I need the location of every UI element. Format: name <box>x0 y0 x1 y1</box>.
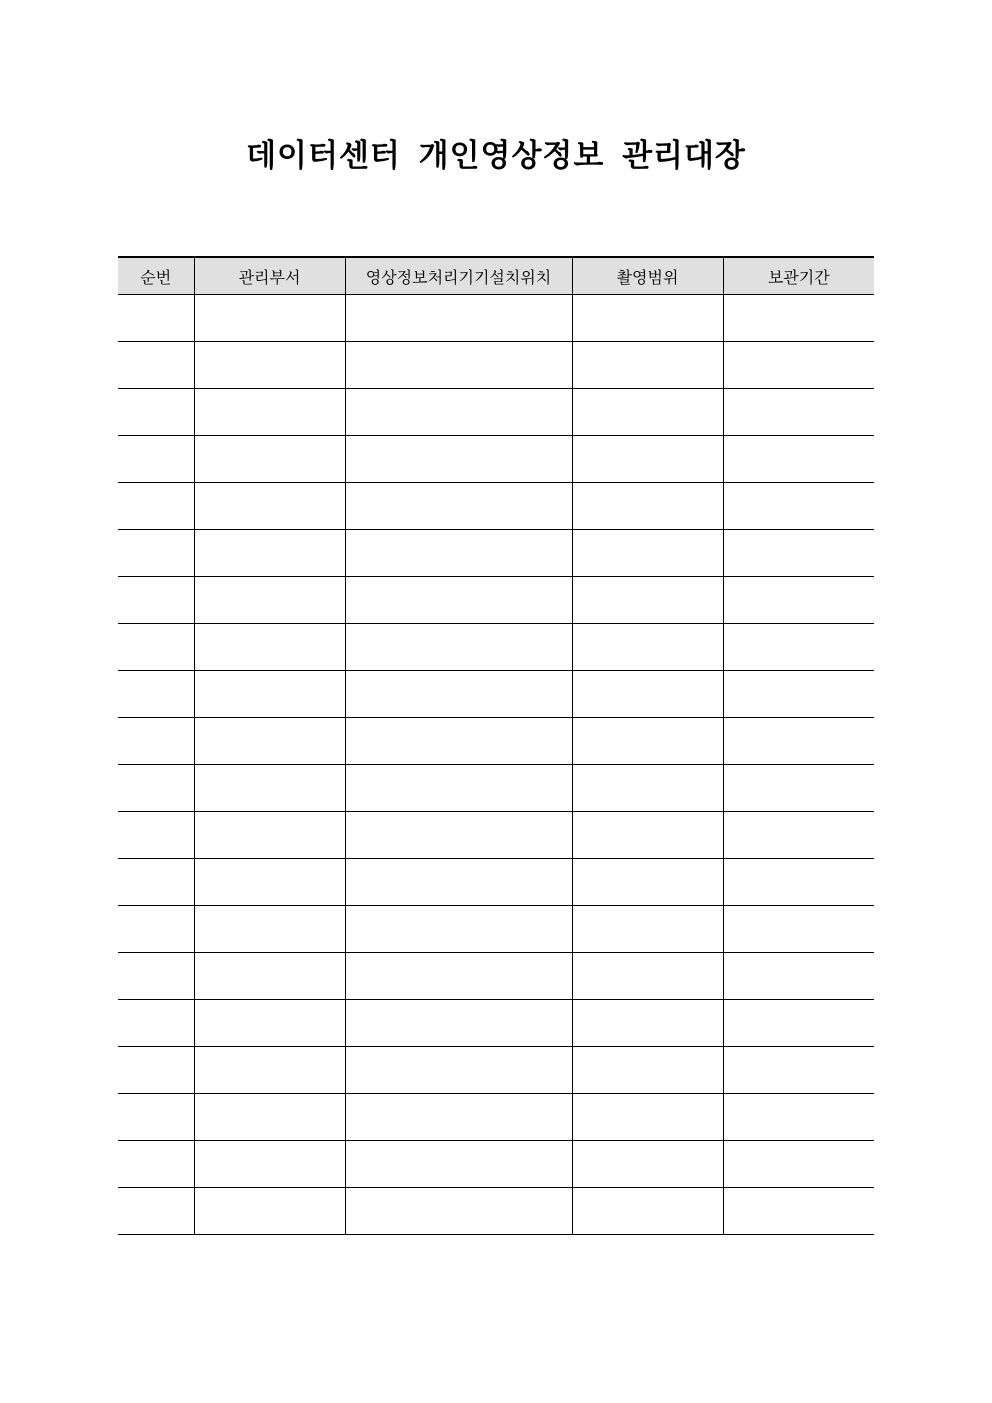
seq-cell[interactable] <box>118 859 194 906</box>
table-row <box>118 812 874 859</box>
column-header-seq: 순번 <box>118 257 194 295</box>
table-header-row <box>118 257 874 295</box>
department-cell[interactable] <box>194 483 345 530</box>
department-cell[interactable] <box>194 1141 345 1188</box>
recording-range-cell[interactable] <box>572 342 723 389</box>
recording-range-cell[interactable] <box>572 1188 723 1235</box>
department-cell[interactable] <box>194 389 345 436</box>
seq-cell[interactable] <box>118 1094 194 1141</box>
seq-cell[interactable] <box>118 906 194 953</box>
table-row <box>118 671 874 718</box>
department-cell[interactable] <box>194 812 345 859</box>
recording-range-cell[interactable] <box>572 906 723 953</box>
column-header-install-location: 영상정보처리기기설치위치 <box>345 257 572 295</box>
column-header-department: 관리부서 <box>194 257 345 295</box>
management-ledger-table <box>118 256 874 1235</box>
recording-range-cell[interactable] <box>572 530 723 577</box>
table-row <box>118 718 874 765</box>
recording-range-cell[interactable] <box>572 859 723 906</box>
retention-period-cell[interactable] <box>723 1000 874 1047</box>
recording-range-cell[interactable] <box>572 1141 723 1188</box>
seq-cell[interactable] <box>118 1000 194 1047</box>
table-row <box>118 1094 874 1141</box>
department-cell[interactable] <box>194 436 345 483</box>
install-location-cell[interactable] <box>345 1141 572 1188</box>
install-location-cell[interactable] <box>345 859 572 906</box>
table-row <box>118 1188 874 1235</box>
install-location-cell[interactable] <box>345 906 572 953</box>
recording-range-cell[interactable] <box>572 624 723 671</box>
document-title: 데이터센터 개인영상정보 관리대장 <box>246 138 746 174</box>
table-row <box>118 906 874 953</box>
seq-cell[interactable] <box>118 436 194 483</box>
seq-cell[interactable] <box>118 812 194 859</box>
department-cell[interactable] <box>194 906 345 953</box>
department-cell[interactable] <box>194 530 345 577</box>
seq-cell[interactable] <box>118 765 194 812</box>
recording-range-cell[interactable] <box>572 577 723 624</box>
seq-cell[interactable] <box>118 389 194 436</box>
table-row <box>118 1141 874 1188</box>
column-header-retention-period: 보관기간 <box>723 257 874 295</box>
retention-period-cell[interactable] <box>723 812 874 859</box>
install-location-cell[interactable] <box>345 624 572 671</box>
table-row <box>118 342 874 389</box>
recording-range-cell[interactable] <box>572 953 723 1000</box>
install-location-cell[interactable] <box>345 765 572 812</box>
install-location-cell[interactable] <box>345 953 572 1000</box>
recording-range-cell[interactable] <box>572 1000 723 1047</box>
seq-cell[interactable] <box>118 1188 194 1235</box>
install-location-cell[interactable] <box>345 1188 572 1235</box>
recording-range-cell[interactable] <box>572 765 723 812</box>
table-row <box>118 859 874 906</box>
department-cell[interactable] <box>194 1094 345 1141</box>
install-location-cell[interactable] <box>345 718 572 765</box>
department-cell[interactable] <box>194 624 345 671</box>
table-row <box>118 953 874 1000</box>
recording-range-cell[interactable] <box>572 295 723 342</box>
retention-period-cell[interactable] <box>723 483 874 530</box>
department-cell[interactable] <box>194 1000 345 1047</box>
retention-period-cell[interactable] <box>723 624 874 671</box>
department-cell[interactable] <box>194 765 345 812</box>
install-location-cell[interactable] <box>345 295 572 342</box>
recording-range-cell[interactable] <box>572 389 723 436</box>
recording-range-cell[interactable] <box>572 718 723 765</box>
retention-period-cell[interactable] <box>723 577 874 624</box>
retention-period-cell[interactable] <box>723 718 874 765</box>
install-location-cell[interactable] <box>345 577 572 624</box>
install-location-cell[interactable] <box>345 1000 572 1047</box>
table-row <box>118 295 874 342</box>
seq-cell[interactable] <box>118 295 194 342</box>
department-cell[interactable] <box>194 718 345 765</box>
seq-cell[interactable] <box>118 624 194 671</box>
retention-period-cell[interactable] <box>723 1188 874 1235</box>
table-row <box>118 436 874 483</box>
retention-period-cell[interactable] <box>723 1094 874 1141</box>
department-cell[interactable] <box>194 671 345 718</box>
seq-cell[interactable] <box>118 342 194 389</box>
retention-period-cell[interactable] <box>723 1141 874 1188</box>
department-cell[interactable] <box>194 295 345 342</box>
seq-cell[interactable] <box>118 530 194 577</box>
recording-range-cell[interactable] <box>572 1094 723 1141</box>
recording-range-cell[interactable] <box>572 1047 723 1094</box>
recording-range-cell[interactable] <box>572 436 723 483</box>
table-row <box>118 624 874 671</box>
department-cell[interactable] <box>194 1188 345 1235</box>
install-location-cell[interactable] <box>345 342 572 389</box>
table-body <box>118 295 874 1235</box>
seq-cell[interactable] <box>118 1141 194 1188</box>
retention-period-cell[interactable] <box>723 1047 874 1094</box>
column-header-recording-range: 촬영범위 <box>572 257 723 295</box>
table-row <box>118 389 874 436</box>
retention-period-cell[interactable] <box>723 671 874 718</box>
retention-period-cell[interactable] <box>723 389 874 436</box>
department-cell[interactable] <box>194 577 345 624</box>
install-location-cell[interactable] <box>345 530 572 577</box>
install-location-cell[interactable] <box>345 1094 572 1141</box>
seq-cell[interactable] <box>118 671 194 718</box>
retention-period-cell[interactable] <box>723 436 874 483</box>
seq-cell[interactable] <box>118 483 194 530</box>
table-row <box>118 577 874 624</box>
table-row <box>118 530 874 577</box>
recording-range-cell[interactable] <box>572 483 723 530</box>
install-location-cell[interactable] <box>345 1047 572 1094</box>
install-location-cell[interactable] <box>345 671 572 718</box>
table-row <box>118 1047 874 1094</box>
table-row <box>118 483 874 530</box>
retention-period-cell[interactable] <box>723 765 874 812</box>
recording-range-cell[interactable] <box>572 671 723 718</box>
retention-period-cell[interactable] <box>723 953 874 1000</box>
table-row <box>118 1000 874 1047</box>
retention-period-cell[interactable] <box>723 342 874 389</box>
department-cell[interactable] <box>194 1047 345 1094</box>
department-cell[interactable] <box>194 342 345 389</box>
table-row <box>118 765 874 812</box>
retention-period-cell[interactable] <box>723 859 874 906</box>
install-location-cell[interactable] <box>345 389 572 436</box>
department-cell[interactable] <box>194 953 345 1000</box>
recording-range-cell[interactable] <box>572 812 723 859</box>
seq-cell[interactable] <box>118 1047 194 1094</box>
install-location-cell[interactable] <box>345 483 572 530</box>
install-location-cell[interactable] <box>345 436 572 483</box>
install-location-cell[interactable] <box>345 812 572 859</box>
department-cell[interactable] <box>194 859 345 906</box>
seq-cell[interactable] <box>118 718 194 765</box>
retention-period-cell[interactable] <box>723 906 874 953</box>
retention-period-cell[interactable] <box>723 530 874 577</box>
seq-cell[interactable] <box>118 577 194 624</box>
seq-cell[interactable] <box>118 953 194 1000</box>
retention-period-cell[interactable] <box>723 295 874 342</box>
